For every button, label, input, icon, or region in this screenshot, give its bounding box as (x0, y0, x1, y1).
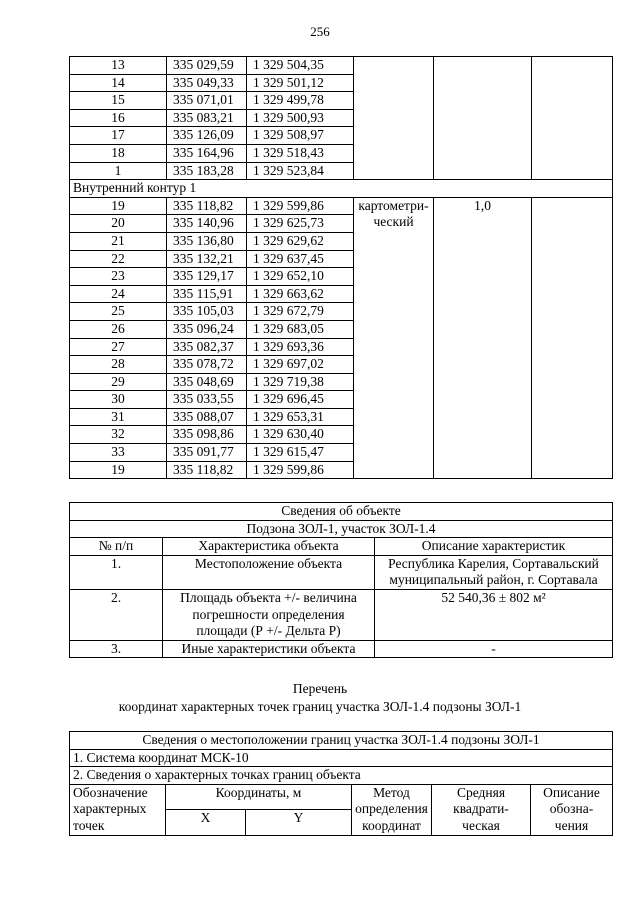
coord-y: 1 329 599,86 (247, 197, 354, 215)
row-number: 1. (70, 555, 163, 589)
point-number: 29 (70, 373, 167, 391)
coord-x: 335 048,69 (167, 373, 247, 391)
coord-x: 335 105,03 (167, 303, 247, 321)
row-characteristic: Местоположение объекта (163, 555, 375, 589)
coord-x: 335 183,28 (167, 162, 247, 180)
coordinate-system: 1. Система координат МСК-10 (70, 749, 613, 767)
coord-x: 335 071,01 (167, 92, 247, 110)
point-number: 25 (70, 303, 167, 321)
coord-y: 1 329 696,45 (247, 391, 354, 409)
coord-x: 335 132,21 (167, 250, 247, 268)
coord-y: 1 329 499,78 (247, 92, 354, 110)
coord-x: 335 115,91 (167, 285, 247, 303)
coord-y: 1 329 697,02 (247, 356, 354, 374)
page-number: 256 (310, 24, 330, 39)
bounds-title: Сведения о местоположении границ участка ЗОЛ-1.4 подзоны ЗОЛ-1 (70, 732, 613, 750)
table-row (70, 197, 613, 215)
point-number: 27 (70, 338, 167, 356)
object-info-subtitle: Подзона ЗОЛ-1, участок ЗОЛ-1.4 (70, 520, 613, 538)
coord-y: 1 329 523,84 (247, 162, 354, 180)
description-cell (532, 197, 613, 479)
coord-y: 1 329 629,62 (247, 232, 354, 250)
point-number: 28 (70, 356, 167, 374)
point-number: 1 (70, 162, 167, 180)
point-number: 30 (70, 391, 167, 409)
coord-y: 1 329 683,05 (247, 320, 354, 338)
list-heading (0, 680, 640, 716)
method-line: ческий (373, 214, 414, 230)
point-number: 20 (70, 215, 167, 233)
coord-y: 1 329 719,38 (247, 373, 354, 391)
point-number: 33 (70, 444, 167, 462)
accuracy-cell (434, 57, 532, 180)
method-cell (354, 57, 434, 180)
point-number: 19 (70, 197, 167, 215)
point-number: 16 (70, 109, 167, 127)
point-number: 13 (70, 57, 167, 75)
row-characteristic: Иные характеристики объекта (163, 640, 375, 658)
point-number: 19 (70, 461, 167, 479)
coord-y: 1 329 501,12 (247, 74, 354, 92)
point-number: 14 (70, 74, 167, 92)
coord-x: 335 029,59 (167, 57, 247, 75)
header-y: Y (246, 810, 352, 835)
coord-y: 1 329 652,10 (247, 268, 354, 286)
coord-x: 335 033,55 (167, 391, 247, 409)
coord-y: 1 329 630,40 (247, 426, 354, 444)
coord-x: 335 082,37 (167, 338, 247, 356)
point-number: 32 (70, 426, 167, 444)
header-description: Описание обозна-чения (531, 784, 613, 835)
coord-x: 335 126,09 (167, 127, 247, 145)
coord-x: 335 164,96 (167, 144, 247, 162)
method-line: картометри- (358, 197, 429, 213)
coord-y: 1 329 663,62 (247, 285, 354, 303)
object-info-table (69, 502, 613, 658)
coord-x: 335 136,80 (167, 232, 247, 250)
coordinates-table (69, 56, 613, 479)
header-coordinates: Координаты, м (166, 784, 352, 809)
coord-x: 335 118,82 (167, 197, 247, 215)
row-description: 52 540,36 ± 802 м² (375, 589, 613, 640)
method-cell (354, 197, 434, 479)
coord-y: 1 329 637,45 (247, 250, 354, 268)
coord-x: 335 078,72 (167, 356, 247, 374)
contour-label: Внутренний контур 1 (70, 180, 613, 198)
coord-x: 335 098,86 (167, 426, 247, 444)
point-number: 21 (70, 232, 167, 250)
coord-x: 335 049,33 (167, 74, 247, 92)
coord-y: 1 329 500,93 (247, 109, 354, 127)
point-number: 18 (70, 144, 167, 162)
coord-y: 1 329 625,73 (247, 215, 354, 233)
row-number: 3. (70, 640, 163, 658)
header-mean: Средняя квадрати-ческая (432, 784, 531, 835)
header-x: X (166, 810, 246, 835)
coord-y: 1 329 599,86 (247, 461, 354, 479)
row-number: 2. (70, 589, 163, 640)
list-heading-line2: координат характерных точек границ участка ЗОЛ-1.4 подзоны ЗОЛ-1 (118, 699, 522, 714)
point-number: 31 (70, 408, 167, 426)
contour-label-row (70, 180, 613, 198)
coord-y: 1 329 615,47 (247, 444, 354, 462)
point-number: 24 (70, 285, 167, 303)
coord-x: 335 096,24 (167, 320, 247, 338)
coord-x: 335 091,77 (167, 444, 247, 462)
point-number: 22 (70, 250, 167, 268)
table-row (70, 57, 613, 75)
point-number: 26 (70, 320, 167, 338)
coord-y: 1 329 504,35 (247, 57, 354, 75)
points-info: 2. Сведения о характерных точках границ объекта (70, 767, 613, 785)
coord-x: 335 088,07 (167, 408, 247, 426)
point-number: 23 (70, 268, 167, 286)
coord-x: 335 140,96 (167, 215, 247, 233)
col-header-description: Описание характеристик (375, 538, 613, 556)
point-number: 15 (70, 92, 167, 110)
object-info-title: Сведения об объекте (70, 503, 613, 521)
row-description: - (375, 640, 613, 658)
coord-y: 1 329 653,31 (247, 408, 354, 426)
coord-y: 1 329 693,36 (247, 338, 354, 356)
coord-x: 335 118,82 (167, 461, 247, 479)
coord-x: 335 083,21 (167, 109, 247, 127)
coord-y: 1 329 518,43 (247, 144, 354, 162)
coord-x: 335 129,17 (167, 268, 247, 286)
coord-y: 1 329 508,97 (247, 127, 354, 145)
header-designation: Обозначение характерных точек (70, 784, 166, 835)
header-method: Метод определения координат (352, 784, 432, 835)
bounds-table (69, 731, 613, 836)
row-characteristic: Площадь объекта +/- величина погрешности определения площади (Р +/- Дельта Р) (163, 589, 375, 640)
coord-y: 1 329 672,79 (247, 303, 354, 321)
row-description: Республика Карелия, Сортавальский муниципальный район, г. Сортавала (375, 555, 613, 589)
point-number: 17 (70, 127, 167, 145)
col-header-number: № п/п (70, 538, 163, 556)
description-cell (532, 57, 613, 180)
col-header-characteristic: Характеристика объекта (163, 538, 375, 556)
accuracy-cell: 1,0 (434, 197, 532, 479)
list-heading-line1: Перечень (292, 681, 348, 696)
